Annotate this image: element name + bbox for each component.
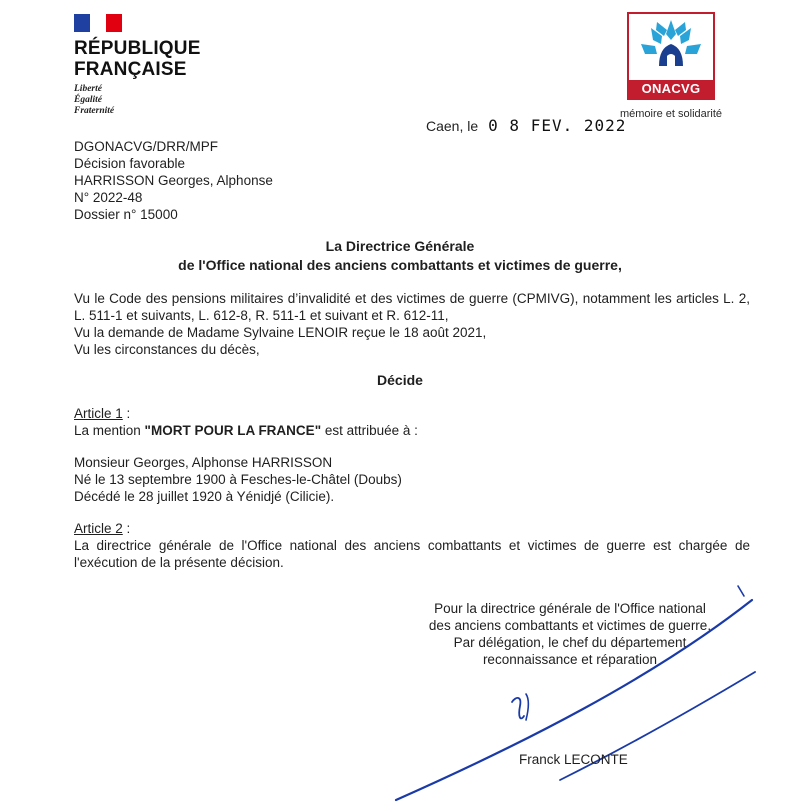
article1-birth: Né le 13 septembre 1900 à Fesches-le-Châtel (Doubs) <box>74 472 402 487</box>
consideration-vu2: Vu la demande de Madame Sylvaine LENOIR reçue le 18 août 2021, <box>74 325 487 340</box>
motto-egalite: Égalité <box>74 95 102 105</box>
date-place: Caen, le <box>426 118 479 134</box>
article2-text: La directrice générale de l'Office national des anciens combattants et victimes de guerre est chargée de l'exécution de la présente décision. <box>74 538 750 570</box>
date-line <box>426 116 626 135</box>
consideration-vu3: Vu les circonstances du décès, <box>74 342 260 357</box>
article1-colon: : <box>122 406 131 421</box>
reference-block <box>74 138 273 223</box>
onacvg-emblem <box>627 12 715 100</box>
reference-decision: Décision favorable <box>74 156 186 171</box>
reference-person: HARRISSON Georges, Alphonse <box>74 173 273 188</box>
date-stamp: 0 8 FEV. 2022 <box>488 116 627 135</box>
article1-person-name: Monsieur Georges, Alphonse HARRISSON <box>74 455 333 470</box>
republic-title-line1: RÉPUBLIQUE <box>74 38 201 59</box>
marianne-flag-icon <box>74 14 122 32</box>
article1-mention-line <box>74 422 750 439</box>
article1-death: Décédé le 28 juillet 1920 à Yénidjé (Cilicie). <box>74 489 335 504</box>
signature-line3: Par délégation, le chef du département <box>453 635 687 650</box>
republic-motto <box>74 84 234 117</box>
document-title-line2: de l'Office national des anciens combattants et victimes de guerre, <box>178 257 622 273</box>
reference-number: N° 2022-48 <box>74 190 143 205</box>
article2-heading <box>74 520 750 537</box>
signature-block <box>400 600 740 668</box>
cornflower-icon <box>629 14 713 80</box>
republique-francaise-logo <box>74 14 234 117</box>
decide-heading: Décide <box>377 372 423 388</box>
signer-name: Franck LECONTE <box>519 752 628 767</box>
reference-code: DGONACVG/DRR/MPF <box>74 139 219 154</box>
article2-colon: : <box>122 521 131 536</box>
article1-mention: "MORT POUR LA FRANCE" <box>144 423 322 438</box>
article1-text-before: La mention <box>74 423 145 438</box>
article2-label: Article 2 <box>74 521 123 536</box>
onacvg-logo <box>612 12 730 120</box>
article1-label: Article 1 <box>74 406 123 421</box>
onacvg-name: ONACVG <box>629 80 713 98</box>
republic-title-line2: FRANÇAISE <box>74 59 187 80</box>
document-title-line1: La Directrice Générale <box>325 238 475 254</box>
motto-liberte: Liberté <box>74 84 102 94</box>
article1-heading <box>74 405 750 422</box>
onacvg-tagline: mémoire et solidarité <box>619 108 723 120</box>
article1-text-after: est attribuée à : <box>321 423 418 438</box>
signature-line1: Pour la directrice générale de l'Office national <box>434 601 706 616</box>
motto-fraternite: Fraternité <box>74 106 115 116</box>
signature-line4: reconnaissance et réparation <box>482 652 658 667</box>
signature-line2: des anciens combattants et victimes de guerre, <box>428 618 712 633</box>
consideration-vu1: Vu le Code des pensions militaires d’invalidité et des victimes de guerre (CPMIVG), notamment les articles L. 2, L. 511-1 et suivants, L. 612-8, R. 511-1 et suivant et R. 612-11, <box>74 291 750 323</box>
republic-title <box>74 38 234 80</box>
reference-dossier: Dossier n° 15000 <box>74 207 178 222</box>
